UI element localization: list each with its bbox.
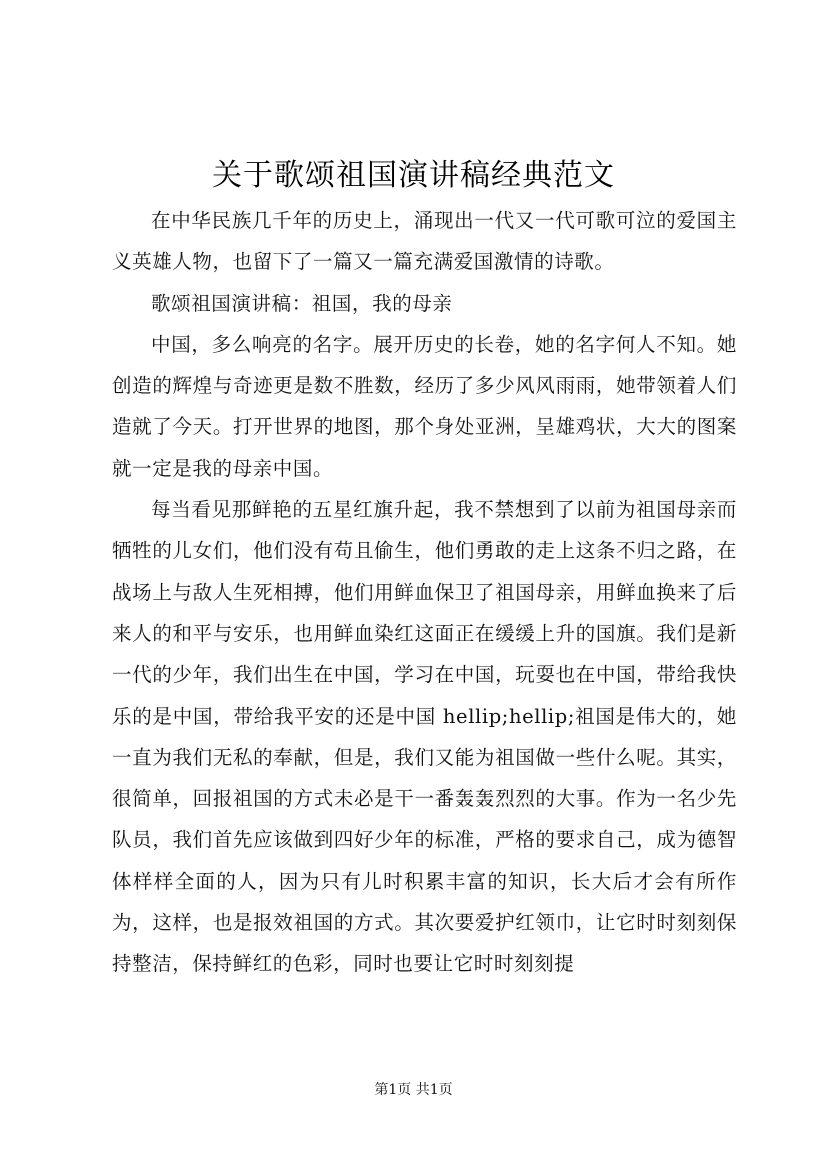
document-body bbox=[112, 200, 737, 985]
paragraph-flag: 每当看见那鲜艳的五星红旗升起，我不禁想到了以前为祖国母亲而牺牲的儿女们，他们没有苟且偷生，他们勇敢的走上这条不归之路，在战场上与敌人生死相搏，他们用鲜血保卫了祖国母亲，用鲜血换来了后来人的和平与安乐，也用鲜血染红这面正在缓缓上升的国旗。我们是新一代的少年，我们出生在中国，学习在中国，玩耍也在中国，带给我快乐的是中国，带给我平安的还是中国 hellip;hellip;祖国是伟大的，她一直为我们无私的奉献，但是，我们又能为祖国做一些什么呢。其实，很简单，回报祖国的方式未必是干一番轰轰烈烈的大事。作为一名少先队员，我们首先应该做到四好少年的标准，严格的要求自己，成为德智体样样全面的人，因为只有儿时积累丰富的知识，长大后才会有所作为，这样，也是报效祖国的方式。其次要爱护红领巾，让它时时刻刻保持整洁，保持鲜红的色彩，同时也要让它时时刻刻提 bbox=[112, 498, 737, 976]
paragraph-china: 中国，多么响亮的名字。展开历史的长卷，她的名字何人不知。她创造的辉煌与奇迹更是数不胜数，经历了多少风风雨雨，她带领着人们造就了今天。打开世界的地图，那个身处亚洲，呈雄鸡状，大大的图案就一定是我的母亲中国。 bbox=[112, 332, 737, 480]
document-title: 关于歌颂祖国演讲稿经典范文 bbox=[212, 158, 615, 193]
paragraph-intro: 在中华民族几千年的历史上，涌现出一代又一代可歌可泣的爱国主义英雄人物，也留下了一篇又一篇充满爱国激情的诗歌。 bbox=[112, 209, 737, 274]
page-footer: 第1页 共1页 bbox=[374, 1082, 453, 1098]
paragraph-subtitle: 歌颂祖国演讲稿：祖国，我的母亲 bbox=[151, 291, 453, 315]
